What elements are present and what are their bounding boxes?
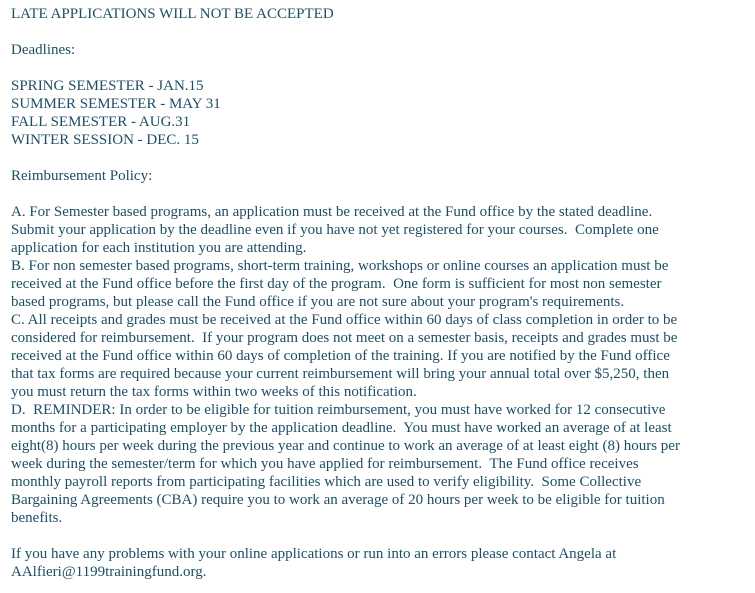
policy-d-line: Bargaining Agreements (CBA) require you to work an average of 20 hours per week to be eligible for tuition [11, 492, 665, 508]
contact-email: AAlfieri@1199trainingfund.org [11, 564, 203, 580]
policy-section-d [11, 401, 749, 527]
contact-section [11, 545, 749, 581]
policy-d-line: monthly payroll reports from participating facilities which are used to verify eligibility. Some Collective [11, 474, 642, 490]
policy-d-line: benefits. [11, 510, 63, 526]
deadlines-heading: Deadlines: [11, 42, 76, 58]
contact-text: If you have any problems with your online applications or run into an errors please contact Angela at [11, 546, 617, 562]
policy-c-line: that tax forms are required because your current reimbursement will bring your annual total over $5,250, then [11, 366, 670, 382]
contact-email-period: . [202, 564, 207, 580]
policy-b-line: B. For non semester based programs, short-term training, workshops or online courses an application must be [11, 258, 669, 274]
policy-c-line: received at the Fund office within 60 days of completion of the training. If you are notified by the Fund office [11, 348, 670, 364]
deadlines-list [11, 77, 749, 149]
spacer [11, 149, 749, 167]
late-applications-notice: LATE APPLICATIONS WILL NOT BE ACCEPTED [11, 6, 334, 22]
policy-a-line: A. For Semester based programs, an application must be received at the Fund office by the stated deadline. [11, 204, 653, 220]
deadline-fall: FALL SEMESTER - AUG.31 [11, 114, 191, 130]
policy-section-c [11, 311, 749, 401]
policy-d-line: D. REMINDER: In order to be eligible for tuition reimbursement, you must have worked for 12 consecutive [11, 402, 666, 418]
policy-section-b [11, 257, 749, 311]
policy-c-line: you must return the tax forms within two weeks of this notification. [11, 384, 417, 400]
spacer [11, 185, 749, 203]
contact-email-line [11, 563, 749, 581]
deadline-spring: SPRING SEMESTER - JAN.15 [11, 78, 204, 94]
deadline-winter: WINTER SESSION - DEC. 15 [11, 132, 199, 148]
policy-c-line: considered for reimbursement. If your program does not meet on a semester basis, receipts and grades must be [11, 330, 678, 346]
policy-d-line: eight(8) hours per week during the previous year and continue to work an average of at least eight (8) hours per [11, 438, 680, 454]
policy-a-line: Submit your application by the deadline even if you have not yet registered for your courses. Complete one [11, 222, 659, 238]
document-body [11, 5, 749, 581]
spacer [11, 23, 749, 41]
policy-a-line: application for each institution you are attending. [11, 240, 307, 256]
policy-heading: Reimbursement Policy: [11, 168, 153, 184]
policy-d-line: week during the semester/term for which you have applied for reimbursement. The Fund office receives [11, 456, 639, 472]
policy-b-line: received at the Fund office before the first day of the program. One form is sufficient for most non semester [11, 276, 662, 292]
spacer [11, 527, 749, 545]
policy-section-a [11, 203, 749, 257]
policy-b-line: based programs, but please call the Fund office if you are not sure about your program's requirements. [11, 294, 625, 310]
spacer [11, 59, 749, 77]
policy-c-line: C. All receipts and grades must be received at the Fund office within 60 days of class completion in order to be [11, 312, 678, 328]
policy-d-line: months for a participating employer by the application deadline. You must have worked an average of at least [11, 420, 672, 436]
deadline-summer: SUMMER SEMESTER - MAY 31 [11, 96, 221, 112]
